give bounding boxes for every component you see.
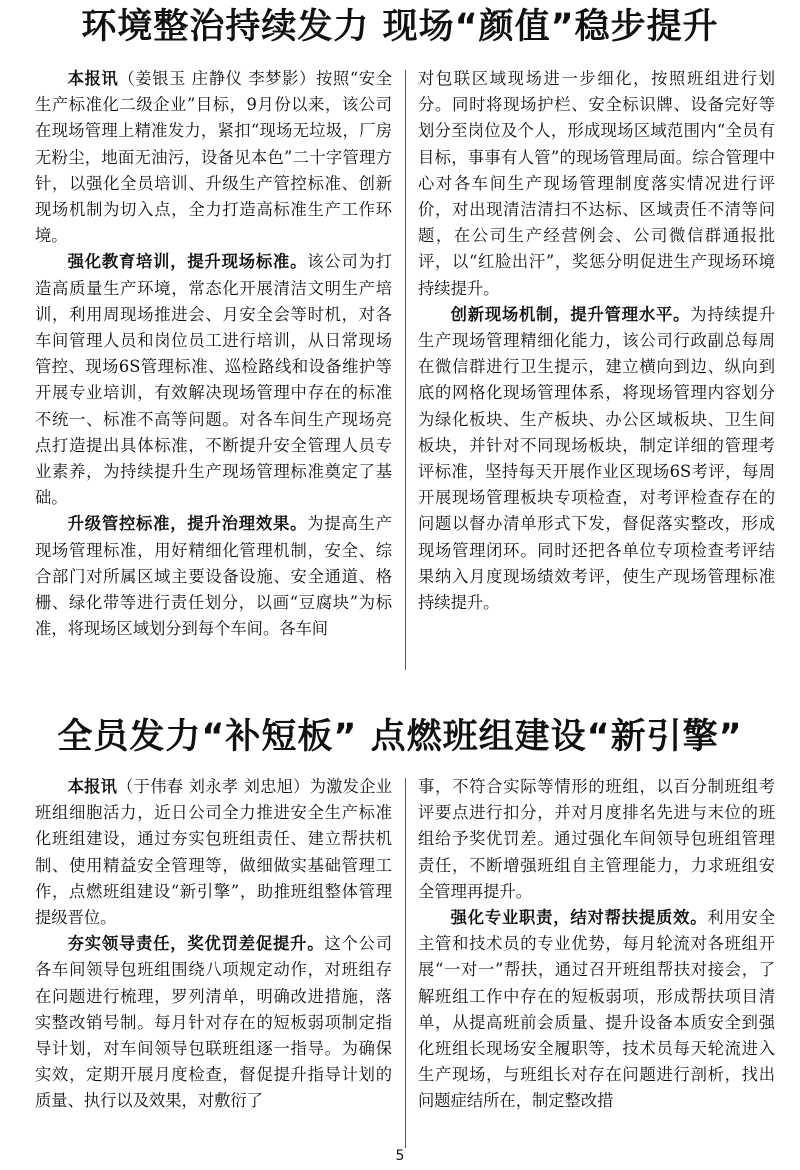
section-lead: 创新现场机制，提升管理水平。 xyxy=(450,304,691,324)
article1-column-right xyxy=(418,66,775,616)
column-divider xyxy=(405,778,406,1148)
article1-paragraph-4: 创新现场机制，提升管理水平。为持续提升生产现场管理精细化能力，该公司行政副总每周在微信群进行卫生提示，建立横向到边、纵向到底的网格化现场管理体系，将现场管理内容划分为绿化板块、生产板块、办公区域板块、卫生间板块，并针对不同现场板块，制定详细的管理考评标准，坚持每天开展作业区现场6S考评，每周开展现场管理板块专项检查，对考评检查存在的问题以督办清单形式下发，督促落实整改，形成现场管理闭环。同时还把各单位专项检查考评结果纳入月度现场绩效考评，使生产现场管理标准持续提升。 xyxy=(418,304,775,613)
dateline: 本报讯 xyxy=(67,69,119,88)
article1-column-left xyxy=(35,66,392,642)
article2-column-left xyxy=(35,774,392,1115)
dateline: 本报讯 xyxy=(67,777,118,796)
section-lead: 夯实领导责任，奖优罚差促提升。 xyxy=(67,934,325,954)
article2-paragraph-2-continued: 事，不符合实际等情形的班组，以百分制班组考评要点进行扣分，并对月度排名先进与末位的班组给予奖优罚差。通过强化车间领导包班组管理责任，不断增强班组自主管理能力，力求班组安全管理再提升。 xyxy=(418,777,775,901)
section-lead: 升级管控标准，提升治理效果。 xyxy=(67,514,308,534)
article2-headline: 全员发力“补短板” 点燃班组建设“新引擎” xyxy=(57,717,743,757)
article2-column-right xyxy=(418,774,775,1115)
page-number: 5 xyxy=(395,1148,405,1164)
article1-paragraph-3-continued: 对包联区域现场进一步细化，按照班组进行划分。同时将现场护栏、安全标识牌、设备完好等划分至岗位及个人，形成现场区域范围内“全员有目标，事事有人管”的现场管理局面。综合管理中心对各车间生产现场管理制度落实情况进行评价，对出现清洁清扫不达标、区域责任不清等问题，在公司生产经营例会、公司微信群通报批评，以“红脸出汗”，奖惩分明促进生产现场环境持续提升。 xyxy=(418,69,775,298)
section-lead: 强化专业职责，结对帮扶提质效。 xyxy=(450,908,708,928)
article2-paragraph-2: 夯实领导责任，奖优罚差促提升。这个公司各车间领导包班组围绕八项规定动作，对班组存在问题进行梳理，罗列清单，明确改进措施，落实整改销号制。每月针对存在的短板弱项制定指导计划，对车间领导包联班组逐一指导。为确保实效，定期开展月度检查，督促提升指导计划的质量、执行以及效果，对敷衍了 xyxy=(35,934,392,1111)
column-divider xyxy=(405,70,406,670)
article1-headline: 环境整治持续发力 现场“颜值”稳步提升 xyxy=(81,7,719,47)
article1-paragraph-2: 强化教育培训，提升现场标准。该公司为打造高质量生产环境，常态化开展清洁文明生产培训，利用周现场推进会、月安全会等时机，对各车间管理人员和岗位员工进行培训，从日常现场管控、现场6S管理标准、巡检路线和设备维护等开展专业培训，有效解决现场管理中存在的标准不统一、标准不高等问题。对各车间生产现场亮点打造提出具体标准，不断提升安全管理人员专业素养，为持续提升生产现场管理标准奠定了基础。 xyxy=(35,252,392,508)
article2-paragraph-1: 本报讯（于伟春 刘永孝 刘忠旭）为激发企业班组细胞活力，近日公司全力推进安全生产标准化班组建设，通过夯实包班组责任、建立帮扶机制、使用精益安全管理等，做细做实基础管理工作，点燃班组建设“新引擎”，助推班组整体管理提级晋位。 xyxy=(35,777,392,928)
article1-paragraph-1: 本报讯（姜银玉 庄静仪 李梦影）按照“安全生产标准化二级企业”目标，9月份以来，该公司在现场管理上精准发力，紧扣“现场无垃圾，厂房无粉尘，地面无油污，设备见本色”二十字管理方针，以强化全员培训、升级生产管控标准、创新现场机制为切入点，全力打造高标准生产工作环境。 xyxy=(35,69,392,246)
article1-paragraph-3: 升级管控标准，提升治理效果。为提高生产现场管理标准，用好精细化管理机制，安全、综合部门对所属区域主要设备设施、安全通道、格栅、绿化带等进行责任划分，以画“豆腐块”为标准，将现场区域划分到每个车间。各车间 xyxy=(35,514,392,639)
section-lead: 强化教育培训，提升现场标准。 xyxy=(67,252,308,272)
article2-paragraph-3: 强化专业职责，结对帮扶提质效。利用安全主管和技术员的专业优势，每月轮流对各班组开展“一对一”帮扶，通过召开班组帮扶对接会，了解班组工作中存在的短板弱项，形成帮扶项目清单，从提高班前会质量、提升设备本质安全到强化班组长现场安全履职等，技术员每天轮流进入生产现场，与班组长对存在问题进行剖析，找出问题症结所在，制定整改措 xyxy=(418,908,775,1111)
